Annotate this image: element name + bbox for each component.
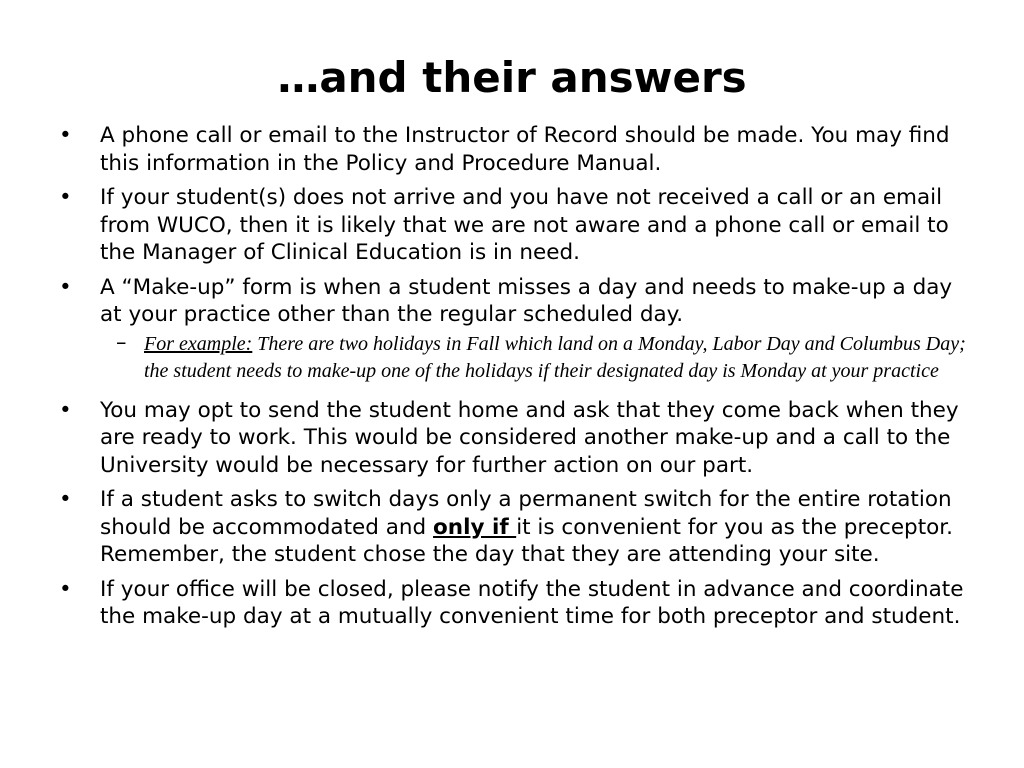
- example-text: There are two holidays in Fall which land on a Monday, Labor Day and Columbus Day; the student needs to make-up one of the holidays if their designated day is Monday at your practice: [144, 332, 966, 382]
- bullet-text: A phone call or email to the Instructor of Record should be made. You may find this information in the Policy and Procedure Manual.: [100, 123, 950, 176]
- slide-title: …and their answers: [277, 53, 747, 102]
- bullet-icon: •: [59, 397, 72, 423]
- bullet-item: [56, 122, 976, 177]
- bullet-item: [56, 397, 976, 480]
- bullet-icon: •: [59, 185, 72, 210]
- bullet-text: You may opt to send the student home and ask that they come back when they are ready to work. This would be considered another make-up and a call to the University would be necessary for further action on our part.: [100, 397, 959, 478]
- sub-bullet-list: [100, 331, 976, 385]
- bullet-text-after: it is convenient for you as the preceptor. Remember, the student chose the day that they are attending your site.: [100, 514, 953, 567]
- bullet-icon: •: [59, 487, 72, 512]
- bullet-icon: •: [59, 123, 72, 148]
- bullet-text: If your office will be closed, please notify the student in advance and coordinate the make-up day at a mutually convenient time for both preceptor and student.: [100, 576, 964, 629]
- bullet-icon: •: [59, 576, 72, 602]
- bullet-item: [56, 184, 976, 267]
- bullet-text-before: If a student asks to switch days only a permanent switch for the entire rotation should be accommodated and: [100, 487, 952, 540]
- sub-bullet-item: [100, 331, 976, 385]
- bullet-item: [56, 486, 976, 569]
- dash-icon: –: [116, 329, 127, 354]
- bullet-icon: •: [59, 274, 72, 300]
- only-if-emphasis: only if: [433, 514, 517, 540]
- bullet-item: [56, 274, 976, 385]
- bullet-text: If your student(s) does not arrive and you have not received a call or an email from WUCO, then it is likely that we are not aware and a phone call or email to the Manager of Clinical Education is in need.: [100, 185, 949, 265]
- bullet-list: [56, 122, 976, 638]
- bullet-text: A “Make-up” form is when a student misses a day and needs to make-up a day at your practice other than the regular scheduled day.: [100, 274, 953, 327]
- bullet-item: [56, 576, 976, 631]
- example-lead: For example:: [144, 332, 253, 355]
